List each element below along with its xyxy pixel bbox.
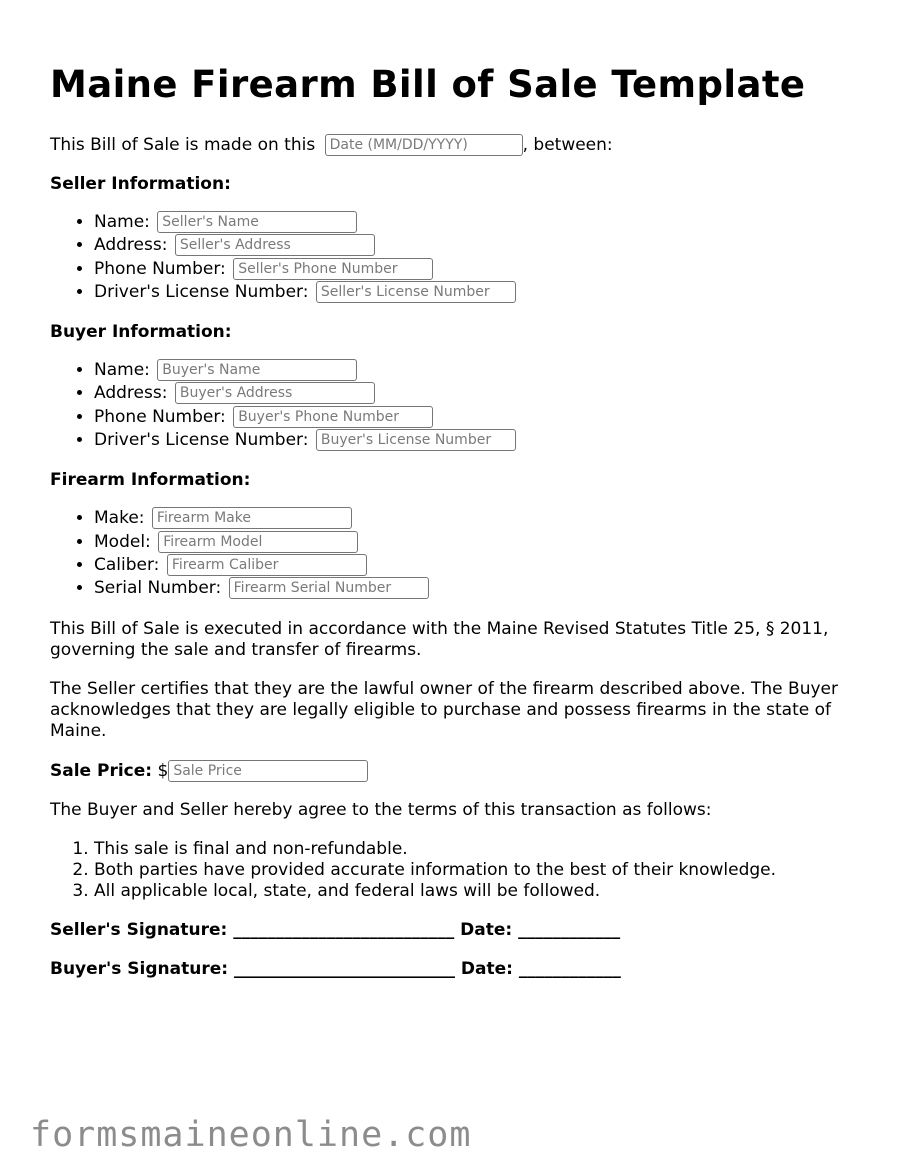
term-item: 1. This sale is final and non-refundable.	[94, 839, 870, 860]
sale-price-input[interactable]	[168, 760, 368, 782]
intro-line	[50, 134, 870, 156]
bill-of-sale-form	[50, 60, 870, 998]
sale-price-line	[50, 760, 870, 782]
currency-symbol: $	[157, 760, 169, 781]
firearm-serial-input[interactable]	[229, 577, 429, 599]
buyer-phone-input[interactable]	[233, 406, 433, 428]
firearm-caliber-item	[94, 554, 870, 577]
seller-name-input[interactable]	[157, 211, 357, 233]
seller-address-input[interactable]	[175, 234, 375, 256]
seller-address-item	[94, 234, 870, 257]
buyer-phone-item	[94, 406, 870, 429]
firearm-caliber-label: Caliber:	[94, 554, 160, 575]
sale-price-label: Sale Price:	[50, 760, 153, 781]
firearm-model-item	[94, 531, 870, 554]
term-item: 3. All applicable local, state, and federal laws will be followed.	[94, 881, 870, 902]
buyer-fields-list	[50, 359, 870, 452]
seller-name-label: Name:	[94, 212, 150, 232]
page-title: Maine Firearm Bill of Sale Template	[50, 63, 806, 106]
firearm-serial-label: Serial Number:	[94, 578, 222, 599]
buyer-name-label: Name:	[94, 360, 150, 381]
buyer-signature-line: Buyer's Signature: __________________________ Date: ____________	[50, 958, 621, 979]
buyer-address-item	[94, 382, 870, 405]
buyer-name-input[interactable]	[157, 359, 357, 381]
buyer-heading: Buyer Information:	[50, 322, 232, 343]
buyer-license-input[interactable]	[316, 429, 516, 451]
sale-date-input[interactable]	[325, 134, 523, 156]
terms-list	[50, 839, 870, 902]
seller-phone-input[interactable]	[233, 258, 433, 280]
seller-license-label: Driver's License Number:	[94, 281, 309, 302]
firearm-caliber-input[interactable]	[167, 554, 367, 576]
seller-phone-label: Phone Number:	[94, 258, 226, 279]
seller-signature-line: Seller's Signature: __________________________ Date: ____________	[50, 919, 621, 940]
buyer-license-label: Driver's License Number:	[94, 430, 309, 451]
firearm-model-input[interactable]	[158, 531, 358, 553]
seller-phone-item	[94, 258, 870, 281]
certification-paragraph: The Seller certifies that they are the lawful owner of the firearm described above. The Buyer acknowledges that they are legally eligible to purchase and possess firearms in the state of Maine.	[50, 678, 838, 741]
seller-name-item	[94, 211, 870, 234]
terms-intro: The Buyer and Seller hereby agree to the terms of this transaction as follows:	[50, 799, 712, 820]
buyer-address-input[interactable]	[175, 382, 375, 404]
firearm-make-label: Make:	[94, 508, 145, 529]
buyer-name-item	[94, 359, 870, 382]
seller-fields-list	[50, 211, 870, 304]
seller-license-input[interactable]	[316, 281, 516, 303]
firearm-heading: Firearm Information:	[50, 470, 251, 491]
buyer-address-label: Address:	[94, 383, 168, 404]
seller-license-item	[94, 281, 870, 304]
firearm-serial-item	[94, 577, 870, 600]
site-watermark: formsmaineonline.com	[30, 1115, 472, 1155]
statute-paragraph: This Bill of Sale is executed in accordance with the Maine Revised Statutes Title 25, § 2011, governing the sale and transfer of firearms.	[50, 618, 829, 660]
intro-suffix: , between:	[522, 135, 613, 155]
firearm-make-item	[94, 507, 870, 530]
buyer-license-item	[94, 429, 870, 452]
intro-prefix: This Bill of Sale is made on this	[50, 135, 321, 155]
firearm-make-input[interactable]	[152, 507, 352, 529]
buyer-phone-label: Phone Number:	[94, 406, 226, 427]
term-item: 2. Both parties have provided accurate information to the best of their knowledge.	[94, 860, 870, 881]
seller-heading: Seller Information:	[50, 174, 231, 194]
firearm-fields-list	[50, 507, 870, 600]
seller-address-label: Address:	[94, 235, 168, 256]
firearm-model-label: Model:	[94, 531, 151, 552]
